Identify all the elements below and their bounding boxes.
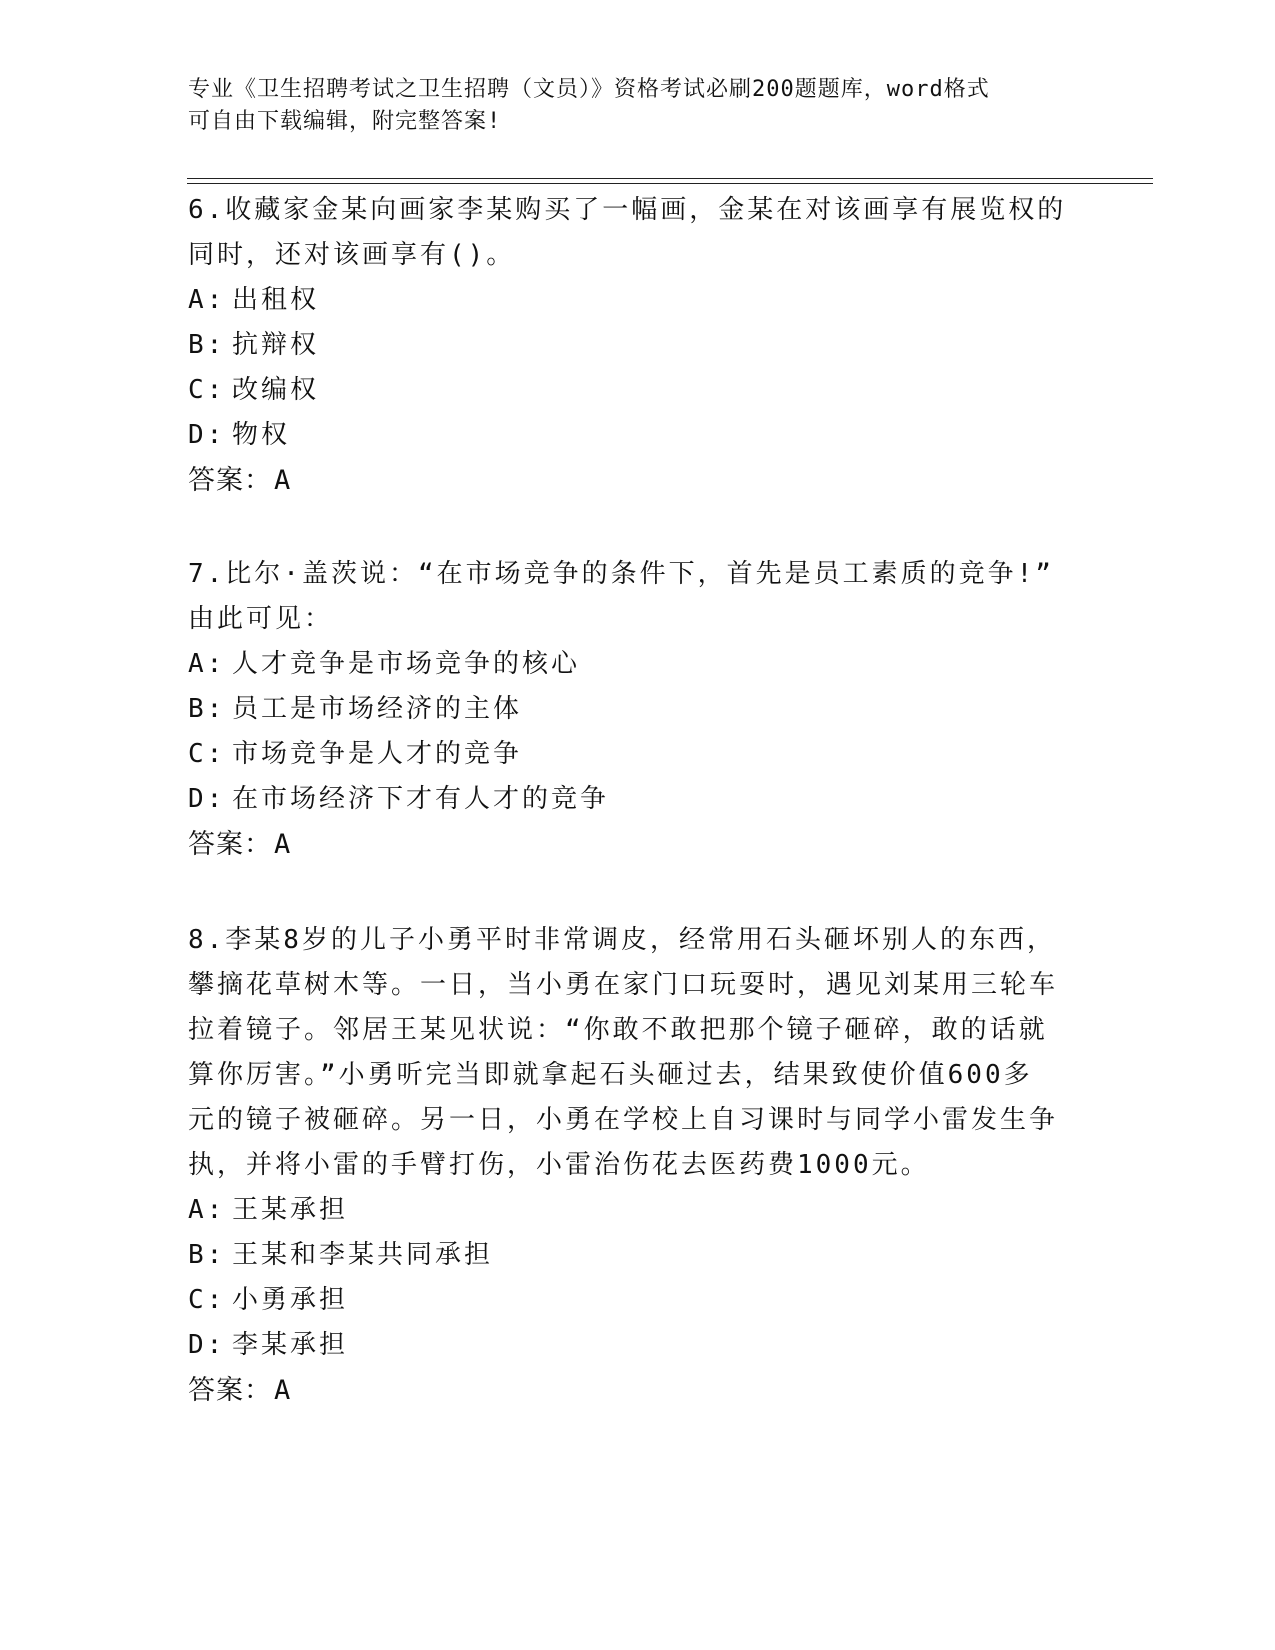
question-text-line: 8.李某8岁的儿子小勇平时非常调皮，经常用石头砸坏别人的东西， [188, 925, 1056, 955]
option-text: 物权 [232, 420, 291, 450]
answer-value: A [274, 465, 291, 496]
option-text: 在市场经济下才有人才的竞争 [232, 784, 610, 814]
option-a [188, 278, 1088, 323]
answer-label: 答案： [188, 465, 272, 496]
option-c [188, 1278, 1088, 1323]
option-text: 市场竞争是人才的竞争 [232, 739, 523, 769]
option-text: 人才竞争是市场竞争的核心 [232, 649, 581, 679]
option-key: B: [188, 330, 226, 360]
option-d [188, 413, 1088, 458]
question-8 [188, 918, 1088, 1413]
question-text-line: 元的镜子被砸碎。另一日，小勇在学校上自习课时与同学小雷发生争 [188, 1105, 1059, 1135]
option-text: 李某承担 [232, 1330, 349, 1360]
question-text-line: 攀摘花草树木等。一日，当小勇在家门口玩耍时，遇见刘某用三轮车 [188, 970, 1059, 1000]
question-text-line: 由此可见： [188, 604, 334, 634]
option-key: A: [188, 1195, 226, 1225]
option-key: C: [188, 739, 226, 769]
option-key: C: [188, 375, 226, 405]
document-header [188, 74, 1068, 138]
option-d [188, 1323, 1088, 1368]
answer-line [188, 458, 1088, 503]
option-d [188, 777, 1088, 822]
option-b [188, 1233, 1088, 1278]
question-text-line: 算你厉害。”小勇听完当即就拿起石头砸过去，结果致使价值600多 [188, 1060, 1033, 1090]
option-text: 改编权 [232, 375, 320, 405]
option-b [188, 323, 1088, 368]
option-b [188, 687, 1088, 732]
option-text: 出租权 [232, 285, 320, 315]
option-text: 员工是市场经济的主体 [232, 694, 523, 724]
header-line-2: 可自由下载编辑，附完整答案! [188, 109, 502, 134]
header-line-1: 专业《卫生招聘考试之卫生招聘（文员）》资格考试必刷200题题库，word格式 [188, 77, 990, 102]
question-text-line: 拉着镜子。邻居王某见状说：“你敢不敢把那个镜子砸碎，敢的话就 [188, 1015, 1048, 1045]
option-text: 抗辩权 [232, 330, 320, 360]
header-divider-top [187, 178, 1153, 179]
answer-value: A [274, 1375, 291, 1406]
option-text: 小勇承担 [232, 1285, 349, 1315]
option-key: B: [188, 1240, 226, 1270]
option-text: 王某和李某共同承担 [232, 1240, 494, 1270]
question-text-line: 6.收藏家金某向画家李某购买了一幅画，金某在对该画享有展览权的 [188, 195, 1067, 225]
option-c [188, 732, 1088, 777]
answer-line [188, 1368, 1088, 1413]
answer-value: A [274, 829, 291, 860]
option-c [188, 368, 1088, 413]
answer-label: 答案： [188, 1375, 272, 1406]
header-divider-bottom [187, 183, 1153, 184]
question-text-line: 同时，还对该画享有()。 [188, 240, 516, 270]
question-6 [188, 188, 1088, 503]
answer-label: 答案： [188, 829, 272, 860]
question-text-line: 7.比尔·盖茨说：“在市场竞争的条件下，首先是员工素质的竞争!” [188, 559, 1054, 589]
option-key: A: [188, 285, 226, 315]
option-text: 王某承担 [232, 1195, 349, 1225]
option-key: B: [188, 694, 226, 724]
option-key: D: [188, 420, 226, 450]
option-a [188, 1188, 1088, 1233]
option-key: C: [188, 1285, 226, 1315]
answer-line [188, 822, 1088, 867]
question-7 [188, 552, 1088, 867]
option-key: D: [188, 1330, 226, 1360]
option-a [188, 642, 1088, 687]
option-key: D: [188, 784, 226, 814]
option-key: A: [188, 649, 226, 679]
question-text-line: 执，并将小雷的手臂打伤，小雷治伤花去医药费1000元。 [188, 1150, 930, 1180]
